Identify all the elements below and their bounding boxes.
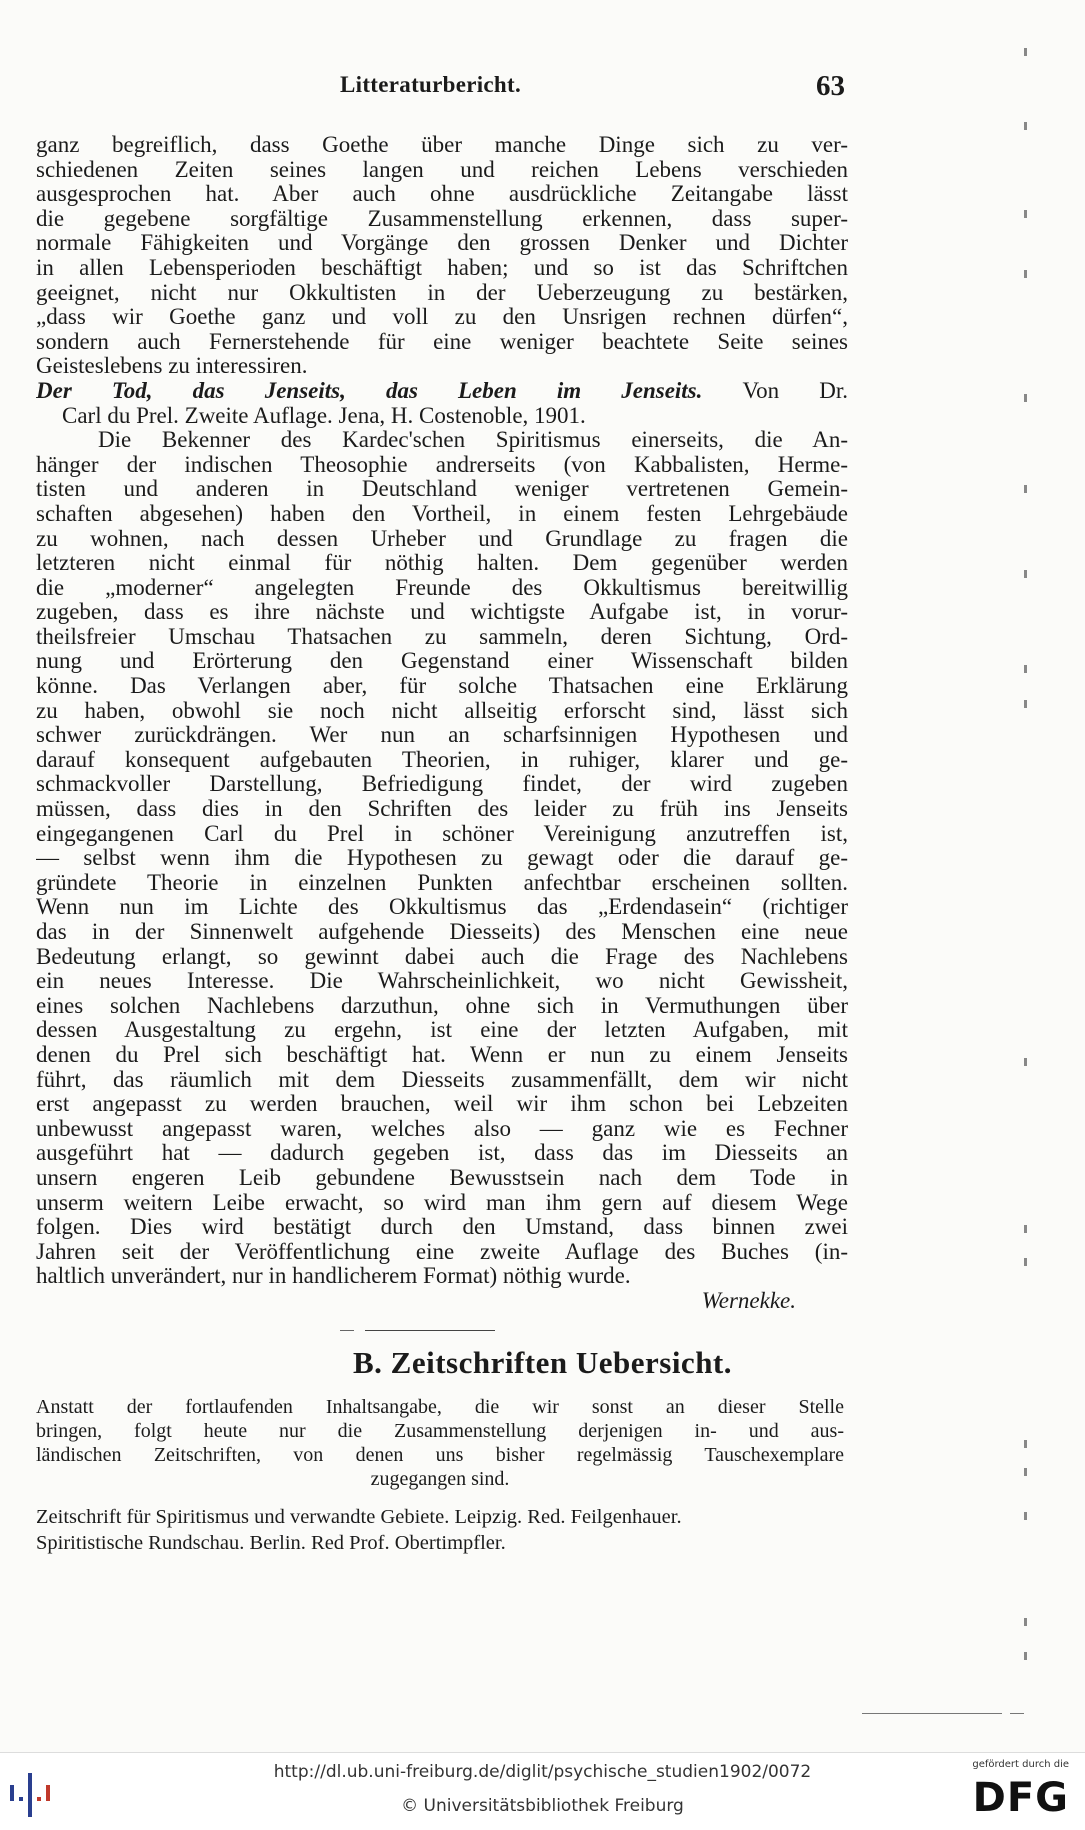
text-line: in allen Lebensperioden beschäftigt haben; und so ist das Schriftchen (36, 255, 848, 280)
margin-mark (1024, 570, 1027, 578)
text-line: unbewusst angepasst waren, welches also — ganz wie es Fechner (36, 1116, 848, 1141)
text-line: „dass wir Goethe ganz und voll zu den Unsrigen rechnen dürfen“, (36, 305, 848, 330)
footer-bar (0, 1752, 1085, 1830)
margin-mark (1024, 1440, 1027, 1448)
margin-mark (1024, 1512, 1027, 1520)
margin-mark (1024, 48, 1027, 56)
text-line: letzteren nicht einmal für nöthig halten. Dem gegenüber werden (36, 551, 848, 576)
intro-line: zugegangen sind. (370, 1468, 510, 1490)
body-text (36, 133, 848, 1314)
text-line: müssen, dass dies in den Schriften des leider zu früh ins Jenseits (36, 797, 848, 822)
margin-mark (1024, 394, 1027, 402)
text-line: ein neues Interesse. Die Wahrscheinlichkeit, wo nicht Gewissheit, (36, 969, 848, 994)
text-line: sondern auch Fernerstehende für eine weniger beachtete Seite seines (36, 329, 848, 354)
text-line: schiedenen Zeiten seines langen und reichen Lebens verschieden (36, 157, 848, 182)
text-line: tisten und anderen in Deutschland weniger vertretenen Gemein- (36, 477, 848, 502)
separator-dash (340, 1330, 354, 1331)
text-line: theilsfreier Umschau Thatsachen zu sammeln, deren Sichtung, Ord- (36, 624, 848, 649)
running-header-title: Litteraturbericht. (340, 72, 522, 97)
text-line: — selbst wenn ihm die Hypothesen zu gewagt oder die darauf ge- (36, 846, 848, 871)
margin-mark (1024, 1652, 1027, 1660)
intro-line: ländischen Zeitschriften, von denen uns bisher regelmässig Tauschexemplare (36, 1444, 844, 1466)
text-line: Wenn nun im Lichte des Okkultismus das „Erdendasein“ (richtiger (36, 895, 848, 920)
margin-mark (1024, 665, 1027, 673)
text-line: zugeben, dass es ihre nächste und wichtigste Aufgabe ist, in vorur- (36, 600, 848, 625)
section-title: B. Zeitschriften Uebersicht. (352, 1345, 733, 1380)
text-line: Bedeutung erlangt, so gewinnt dabei auch die Frage des Nachlebens (36, 944, 848, 969)
text-line: eines solchen Nachlebens darzuthun, ohne sich in Vermuthungen über (36, 993, 848, 1018)
text-line: hänger der indischen Theosophie andrerseits (von Kabbalisten, Herme- (36, 452, 848, 477)
review-heading-author-prefix: Von Dr. (742, 378, 848, 403)
sponsor-caption: gefördert durch die (972, 1759, 1069, 1770)
margin-mark (1024, 700, 1027, 708)
text-line: zu wohnen, nach dessen Urheber und Grundlage zu fragen die (36, 526, 848, 551)
text-line: die „moderner“ angelegten Freunde des Okkultismus bereitwillig (36, 575, 848, 600)
text-line: Jahren seit der Veröffentlichung eine zweite Auflage des Buches (in- (36, 1239, 848, 1264)
margin-mark (1024, 122, 1027, 130)
text-line: führt, das räumlich mit dem Diesseits zusammenfällt, dem wir nicht (36, 1067, 848, 1092)
text-line: nung und Erörterung den Gegenstand einer Wissenschaft bilden (36, 649, 848, 674)
review-citation: Carl du Prel. Zweite Auflage. Jena, H. Costenoble, 1901. (62, 403, 586, 428)
text-line: darauf konsequent aufgebauten Theorien, in ruhiger, klarer und ge- (36, 747, 848, 772)
margin-mark (1024, 210, 1027, 218)
text-line: könne. Das Verlangen aber, für solche Thatsachen eine Erklärung (36, 674, 848, 699)
intro-line: bringen, folgt heute nur die Zusammenstellung derjenigen in- und aus- (36, 1420, 844, 1442)
margin-mark (1024, 270, 1027, 278)
intro-line: Anstatt der fortlaufenden Inhaltsangabe, die wir sonst an dieser Stelle (36, 1396, 844, 1418)
text-line: folgen. Dies wird bestätigt durch den Umstand, dass binnen zwei (36, 1215, 848, 1240)
journal-list (36, 1504, 844, 1556)
text-line: eingegangenen Carl du Prel in schöner Vereinigung anzutreffen ist, (36, 821, 848, 846)
text-line: ausgeführt hat — dadurch gegeben ist, dass das im Diesseits an (36, 1141, 848, 1166)
text-line: Die Bekenner des Kardec'schen Spiritismus einerseits, die An- (98, 428, 848, 453)
text-line: schaften abgesehen) haben den Vortheil, in einem festen Lehrgebäude (36, 501, 848, 526)
margin-mark (1024, 1618, 1027, 1626)
text-line: unserm weitern Leibe erwacht, so wird man ihm gern auf diesem Wege (36, 1190, 848, 1215)
review-book-title: Der Tod, das Jenseits, das Leben im Jenseits. (36, 378, 703, 403)
margin-dash (1010, 1713, 1024, 1714)
text-line: gründete Theorie in einzelnen Punkten anfechtbar erscheinen sollten. (36, 870, 848, 895)
margin-mark (1024, 1058, 1027, 1066)
margin-mark (1024, 1225, 1027, 1233)
margin-mark (1024, 1258, 1027, 1266)
document-url[interactable]: http://dl.ub.uni-freiburg.de/diglit/psychische_studien1902/0072 (273, 1762, 812, 1782)
text-line: unsern engeren Leib gebundene Bewusstsein nach dem Tode in (36, 1165, 848, 1190)
text-line: ganz begreiflich, dass Goethe über manche Dinge sich zu ver- (36, 133, 848, 157)
text-line: die gegebene sorgfältige Zusammenstellung erkennen, dass super- (36, 206, 848, 231)
margin-dash (862, 1713, 1002, 1714)
journal-entry: Spiritistische Rundschau. Berlin. Red Prof. Obertimpfler. (36, 1532, 506, 1554)
text-line: zu haben, obwohl sie noch nicht allseitig erforscht sind, lässt sich (36, 698, 848, 723)
text-line: das in der Sinnenwelt aufgehende Diesseits) des Menschen eine neue (36, 920, 848, 944)
text-line: geeignet, nicht nur Okkultisten in der Ueberzeugung zu bestärken, (36, 280, 848, 305)
text-line: haltlich unverändert, nur in handlicherem Format) nöthig wurde. (36, 1264, 631, 1289)
copyright-notice: © Universitätsbibliothek Freiburg (401, 1796, 684, 1816)
margin-mark (1024, 1468, 1027, 1476)
text-line: ausgesprochen hat. Aber auch ohne ausdrückliche Zeitangabe lässt (36, 182, 848, 207)
text-line: dessen Ausgestaltung zu ergehn, ist eine der letzten Aufgaben, mit (36, 1018, 848, 1043)
review-heading (36, 379, 848, 404)
text-line: schmackvoller Darstellung, Befriedigung findet, der wird zugeben (36, 772, 848, 797)
dfg-logo: DFG (972, 1775, 1069, 1821)
review-signature: Wernekke. (701, 1288, 796, 1313)
margin-mark (1024, 485, 1027, 493)
text-line: schwer zurückdrängen. Wer nun an scharfsinnigen Hypothesen und (36, 723, 848, 748)
text-line: denen du Prel sich beschäftigt hat. Wenn er nun zu einem Jenseits (36, 1042, 848, 1067)
text-line: Geisteslebens zu interessiren. (36, 354, 308, 379)
text-line: erst angepasst zu werden brauchen, weil wir ihm schon bei Lebzeiten (36, 1092, 848, 1117)
section-intro (36, 1395, 844, 1491)
section-separator (365, 1330, 495, 1331)
journal-entry: Zeitschrift für Spiritismus und verwandte Gebiete. Leipzig. Red. Feilgenhauer. (36, 1506, 682, 1528)
text-line: normale Fähigkeiten und Vorgänge den grossen Denker und Dichter (36, 231, 848, 256)
page-number: 63 (816, 70, 845, 102)
